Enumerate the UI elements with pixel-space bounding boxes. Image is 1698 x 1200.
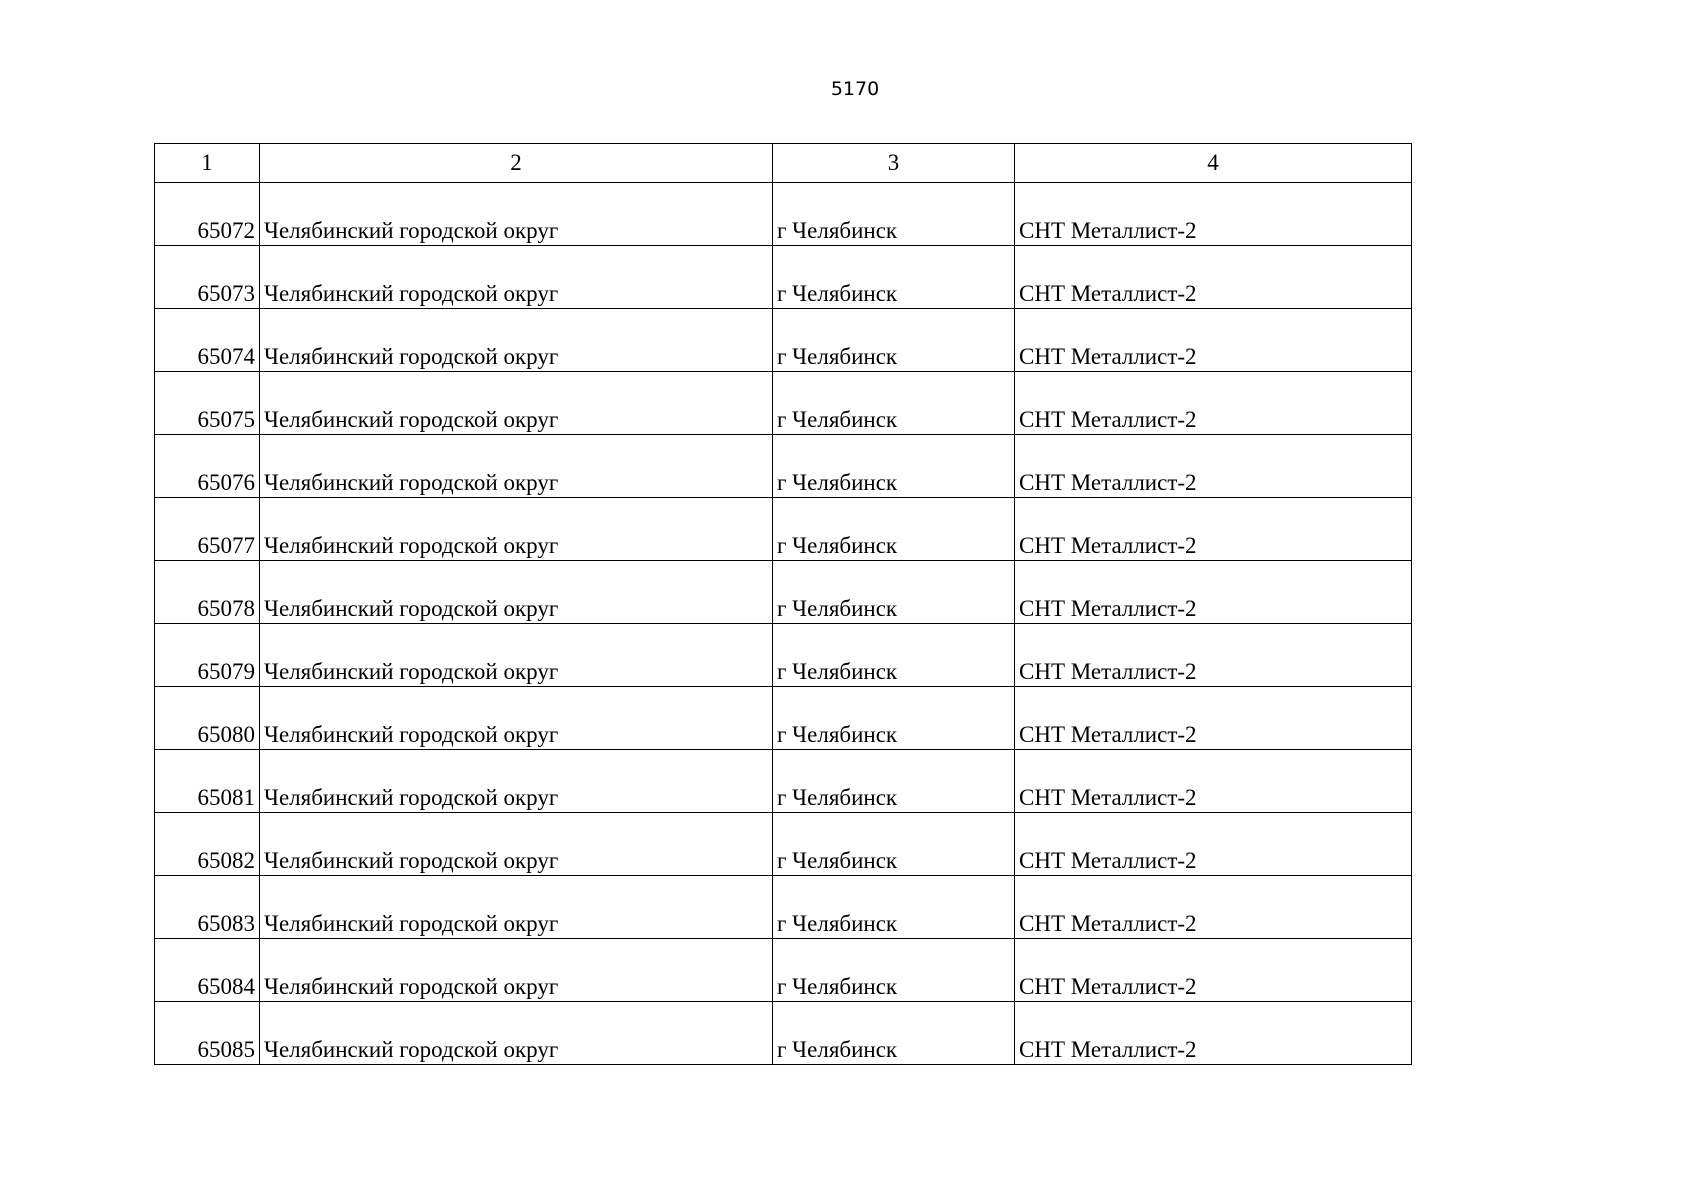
street-cell: СНТ Металлист-2 bbox=[1015, 435, 1412, 498]
settlement-cell: г Челябинск bbox=[773, 813, 1015, 876]
row-number-cell: 65074 bbox=[155, 309, 260, 372]
table-row bbox=[155, 876, 1412, 939]
table-row bbox=[155, 813, 1412, 876]
table-row bbox=[155, 687, 1412, 750]
row-number-cell: 65072 bbox=[155, 183, 260, 246]
settlement-cell: г Челябинск bbox=[773, 624, 1015, 687]
row-number-cell: 65073 bbox=[155, 246, 260, 309]
row-number-cell: 65085 bbox=[155, 1002, 260, 1065]
settlement-cell: г Челябинск bbox=[773, 183, 1015, 246]
table-row bbox=[155, 435, 1412, 498]
municipality-cell: Челябинский городской округ bbox=[260, 939, 773, 1002]
street-cell: СНТ Металлист-2 bbox=[1015, 372, 1412, 435]
municipality-cell: Челябинский городской округ bbox=[260, 813, 773, 876]
row-number-cell: 65083 bbox=[155, 876, 260, 939]
table-row bbox=[155, 309, 1412, 372]
settlement-cell: г Челябинск bbox=[773, 750, 1015, 813]
street-cell: СНТ Металлист-2 bbox=[1015, 750, 1412, 813]
street-cell: СНТ Металлист-2 bbox=[1015, 939, 1412, 1002]
street-cell: СНТ Металлист-2 bbox=[1015, 246, 1412, 309]
header-cell-col-2: 2 bbox=[260, 144, 773, 183]
row-number-cell: 65081 bbox=[155, 750, 260, 813]
header-cell-col-1: 1 bbox=[155, 144, 260, 183]
settlement-cell: г Челябинск bbox=[773, 687, 1015, 750]
row-number-cell: 65084 bbox=[155, 939, 260, 1002]
page-number: 5170 bbox=[830, 78, 880, 100]
municipality-cell: Челябинский городской округ bbox=[260, 309, 773, 372]
settlement-cell: г Челябинск bbox=[773, 876, 1015, 939]
street-cell: СНТ Металлист-2 bbox=[1015, 1002, 1412, 1065]
settlement-cell: г Челябинск bbox=[773, 561, 1015, 624]
header-cell-col-3: 3 bbox=[773, 144, 1015, 183]
table-row bbox=[155, 372, 1412, 435]
table-row bbox=[155, 498, 1412, 561]
settlement-cell: г Челябинск bbox=[773, 372, 1015, 435]
municipality-cell: Челябинский городской округ bbox=[260, 624, 773, 687]
settlement-cell: г Челябинск bbox=[773, 246, 1015, 309]
street-cell: СНТ Металлист-2 bbox=[1015, 309, 1412, 372]
row-number-cell: 65079 bbox=[155, 624, 260, 687]
table-row bbox=[155, 939, 1412, 1002]
street-cell: СНТ Металлист-2 bbox=[1015, 687, 1412, 750]
street-cell: СНТ Металлист-2 bbox=[1015, 813, 1412, 876]
municipality-cell: Челябинский городской округ bbox=[260, 435, 773, 498]
municipality-cell: Челябинский городской округ bbox=[260, 246, 773, 309]
table-row bbox=[155, 624, 1412, 687]
table-row bbox=[155, 246, 1412, 309]
settlement-cell: г Челябинск bbox=[773, 309, 1015, 372]
row-number-cell: 65082 bbox=[155, 813, 260, 876]
street-cell: СНТ Металлист-2 bbox=[1015, 624, 1412, 687]
municipality-cell: Челябинский городской округ bbox=[260, 876, 773, 939]
municipality-cell: Челябинский городской округ bbox=[260, 372, 773, 435]
row-number-cell: 65078 bbox=[155, 561, 260, 624]
row-number-cell: 65077 bbox=[155, 498, 260, 561]
municipality-cell: Челябинский городской округ bbox=[260, 498, 773, 561]
settlement-cell: г Челябинск bbox=[773, 435, 1015, 498]
municipality-cell: Челябинский городской округ bbox=[260, 183, 773, 246]
data-table bbox=[154, 143, 1412, 1065]
settlement-cell: г Челябинск bbox=[773, 498, 1015, 561]
municipality-cell: Челябинский городской округ bbox=[260, 1002, 773, 1065]
table-row bbox=[155, 1002, 1412, 1065]
table-body bbox=[155, 183, 1412, 1065]
table-row bbox=[155, 561, 1412, 624]
municipality-cell: Челябинский городской округ bbox=[260, 561, 773, 624]
settlement-cell: г Челябинск bbox=[773, 939, 1015, 1002]
row-number-cell: 65076 bbox=[155, 435, 260, 498]
table-row bbox=[155, 750, 1412, 813]
street-cell: СНТ Металлист-2 bbox=[1015, 183, 1412, 246]
municipality-cell: Челябинский городской округ bbox=[260, 750, 773, 813]
header-cell-col-4: 4 bbox=[1015, 144, 1412, 183]
municipality-cell: Челябинский городской округ bbox=[260, 687, 773, 750]
table-row bbox=[155, 183, 1412, 246]
street-cell: СНТ Металлист-2 bbox=[1015, 498, 1412, 561]
table-header-row bbox=[155, 144, 1412, 183]
street-cell: СНТ Металлист-2 bbox=[1015, 561, 1412, 624]
row-number-cell: 65080 bbox=[155, 687, 260, 750]
row-number-cell: 65075 bbox=[155, 372, 260, 435]
settlement-cell: г Челябинск bbox=[773, 1002, 1015, 1065]
table-header bbox=[155, 144, 1412, 183]
street-cell: СНТ Металлист-2 bbox=[1015, 876, 1412, 939]
